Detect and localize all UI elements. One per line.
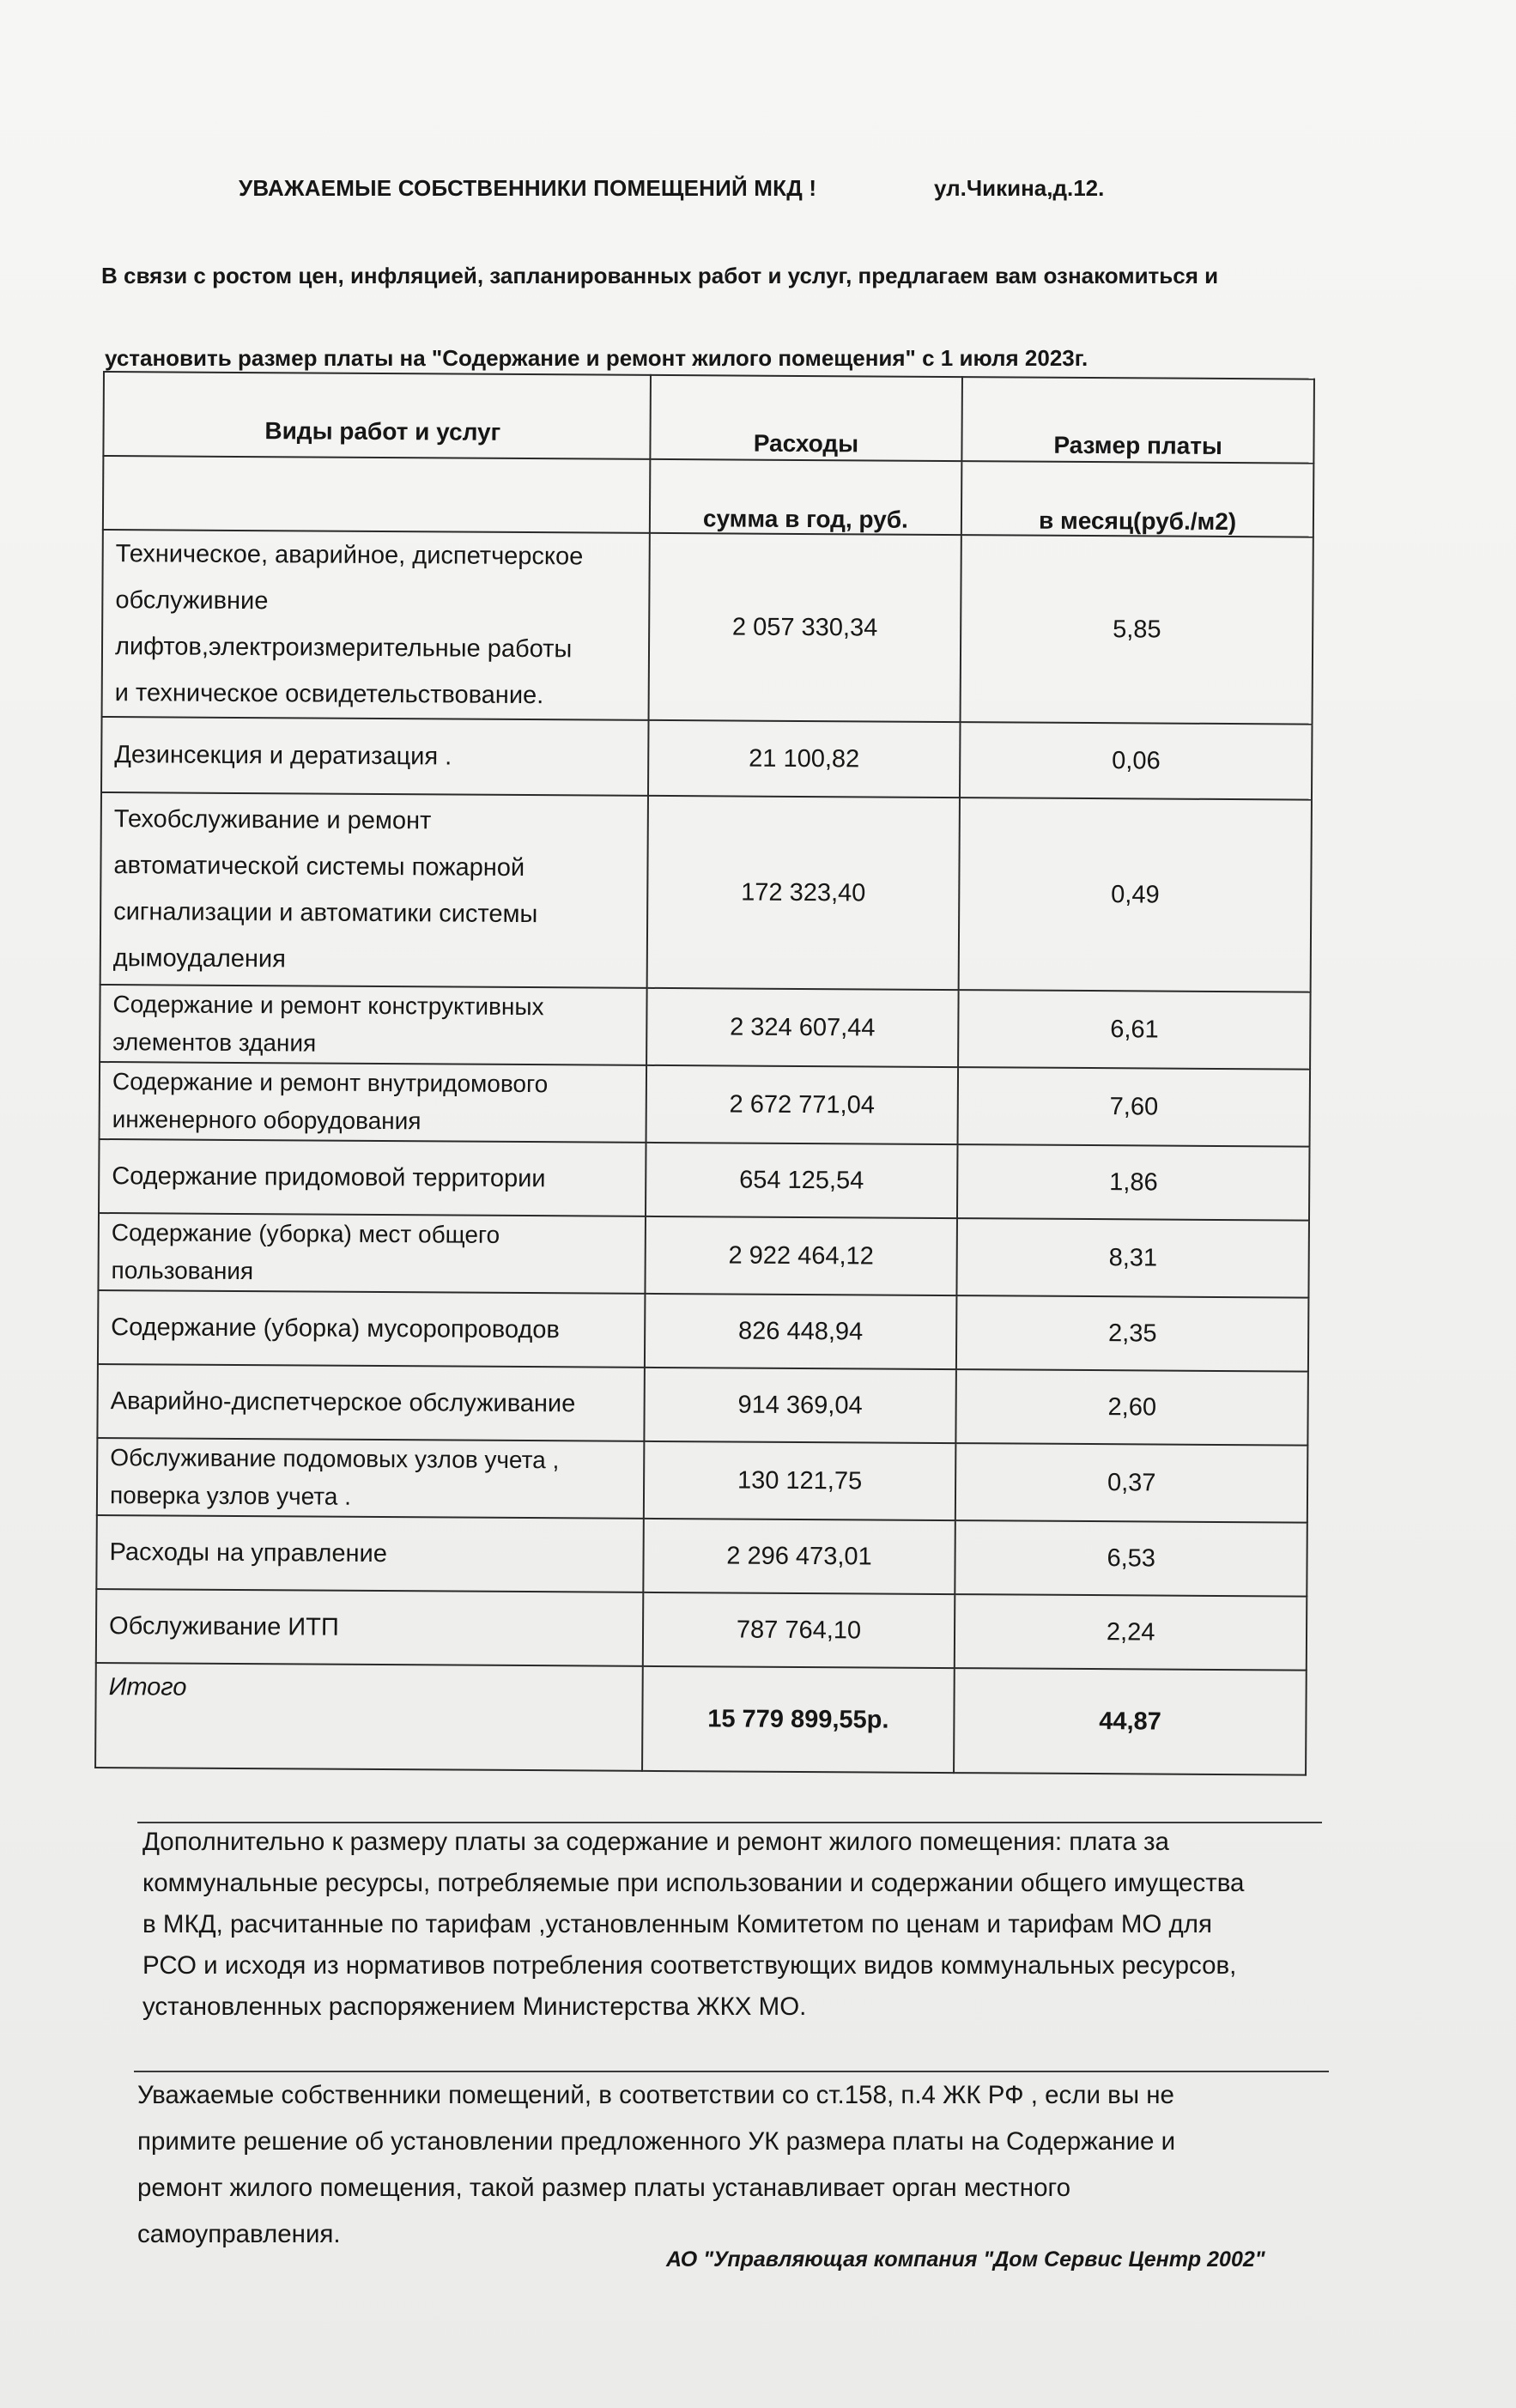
subheader-empty: [103, 456, 650, 533]
annual-cost-cell: 2 324 607,44: [646, 988, 959, 1067]
table-row: [97, 1364, 1307, 1446]
annual-cost-cell: 654 125,54: [646, 1143, 958, 1218]
table-row: [100, 985, 1311, 1070]
monthly-fee-cell: 2,35: [956, 1295, 1308, 1372]
header-expenses: Расходы: [650, 375, 962, 461]
service-name-cell: Содержание (уборка) мусоропроводов: [98, 1290, 645, 1368]
service-name-cell: Техобслуживание и ремонт автоматической системы пожарной сигнализации и автоматики системы дымоудаления: [100, 792, 648, 988]
monthly-fee-cell: 2,60: [956, 1369, 1308, 1446]
service-name-cell: Содержание придомовой территории: [99, 1139, 646, 1216]
table-total-row: [95, 1663, 1307, 1775]
monthly-fee-cell: 5,85: [961, 535, 1313, 724]
annual-cost-cell: 914 369,04: [644, 1368, 956, 1443]
intro-line-2: установить размер платы на "Содержание и ремонт жилого помещения" с 1 июля 2023г.: [105, 345, 1088, 371]
note-owners: Уважаемые собственники помещений, в соответствии со ст.158, п.4 ЖК РФ , если вы не примите решение об установлении предложенного УК размера платы на Содержание и ремонт жилого помещения, такой размер платы устанавливает орган местного самоуправления.: [137, 2081, 1176, 2248]
total-annual: 15 779 899,55р.: [642, 1666, 955, 1773]
service-name-cell: Дезинсекция и дератизация .: [101, 717, 648, 796]
subheader-monthly: в месяц(руб./м2): [961, 461, 1313, 537]
monthly-fee-cell: 0,37: [955, 1443, 1307, 1523]
service-name-cell: Расходы на управление: [96, 1515, 643, 1592]
table-row: [100, 1062, 1311, 1147]
service-name-cell: Аварийно-диспетчерское обслуживание: [97, 1364, 644, 1441]
total-monthly: 44,87: [954, 1668, 1306, 1775]
header-services: Виды работ и услуг: [103, 372, 650, 459]
address-label: ул.Чикина,д.12.: [934, 175, 1105, 201]
service-name-cell: Обслуживание ИТП: [96, 1589, 643, 1666]
annual-cost-cell: 172 323,40: [646, 796, 960, 990]
service-name-cell: Техническое, аварийное, диспетчерское обслуживние лифтов,электроизмерительные работы и техническое освидетельствование.: [102, 530, 650, 720]
monthly-fee-cell: 6,53: [955, 1520, 1307, 1597]
table-row: [98, 1213, 1309, 1298]
annual-cost-cell: 2 296 473,01: [643, 1519, 955, 1594]
monthly-fee-cell: 8,31: [957, 1218, 1309, 1298]
table-row: [100, 792, 1312, 992]
service-name-cell: Содержание и ремонт внутридомового инженерного оборудования: [100, 1062, 646, 1143]
annual-cost-cell: 826 448,94: [644, 1294, 956, 1369]
annual-cost-cell: 2 057 330,34: [648, 533, 961, 722]
total-label: Итого: [95, 1663, 642, 1771]
tariff-table: [94, 371, 1315, 1776]
table-row: [99, 1139, 1309, 1221]
table-row: [96, 1515, 1307, 1597]
monthly-fee-cell: 6,61: [958, 990, 1310, 1070]
table-row: [96, 1589, 1307, 1671]
table-row: [97, 1438, 1308, 1523]
monthly-fee-cell: 2,24: [955, 1594, 1307, 1671]
page-title: УВАЖАЕМЫЕ СОБСТВЕННИКИ ПОМЕЩЕНИЙ МКД !: [239, 175, 817, 201]
table-subheader-row: [103, 456, 1313, 537]
company-signature: АО "Управляющая компания "Дом Сервис Центр 2002": [666, 2247, 1265, 2272]
monthly-fee-cell: 1,86: [957, 1144, 1309, 1221]
annual-cost-cell: 130 121,75: [643, 1441, 955, 1520]
table-header-row: [103, 372, 1314, 464]
annual-cost-cell: 21 100,82: [648, 720, 961, 798]
intro-line-1: В связи с ростом цен, инфляцией, запланированных работ и услуг, предлагаем вам ознакомиться и: [101, 263, 1219, 288]
table-row: [98, 1290, 1308, 1372]
monthly-fee-cell: 7,60: [958, 1067, 1310, 1147]
table-row: [102, 530, 1313, 725]
service-name-cell: Содержание (уборка) мест общего пользования: [98, 1213, 645, 1294]
monthly-fee-cell: 0,49: [959, 798, 1312, 992]
annual-cost-cell: 787 764,10: [642, 1592, 955, 1668]
table-row: [101, 717, 1313, 800]
monthly-fee-cell: 0,06: [960, 722, 1312, 800]
service-name-cell: Содержание и ремонт конструктивных элементов здания: [100, 985, 646, 1065]
note-additional: Дополнительно к размеру платы за содержание и ремонт жилого помещения: плата за коммунальные ресурсы, потребляемые при использовании и содержании общего имущества в МКД, расчитанные по тарифам ,установленным Комитетом по ценам и тарифам МО для РСО и исходя из нормативов потребления соответствующих видов коммунальных ресурсов, установленных распоряжением Министерства ЖКХ МО.: [143, 1828, 1245, 2021]
subheader-annual: сумма в год, руб.: [649, 459, 961, 535]
header-fee: Размер платы: [962, 377, 1314, 464]
service-name-cell: Обслуживание подомовых узлов учета , поверка узлов учета .: [97, 1438, 644, 1519]
annual-cost-cell: 2 672 771,04: [646, 1065, 958, 1144]
annual-cost-cell: 2 922 464,12: [645, 1216, 957, 1295]
